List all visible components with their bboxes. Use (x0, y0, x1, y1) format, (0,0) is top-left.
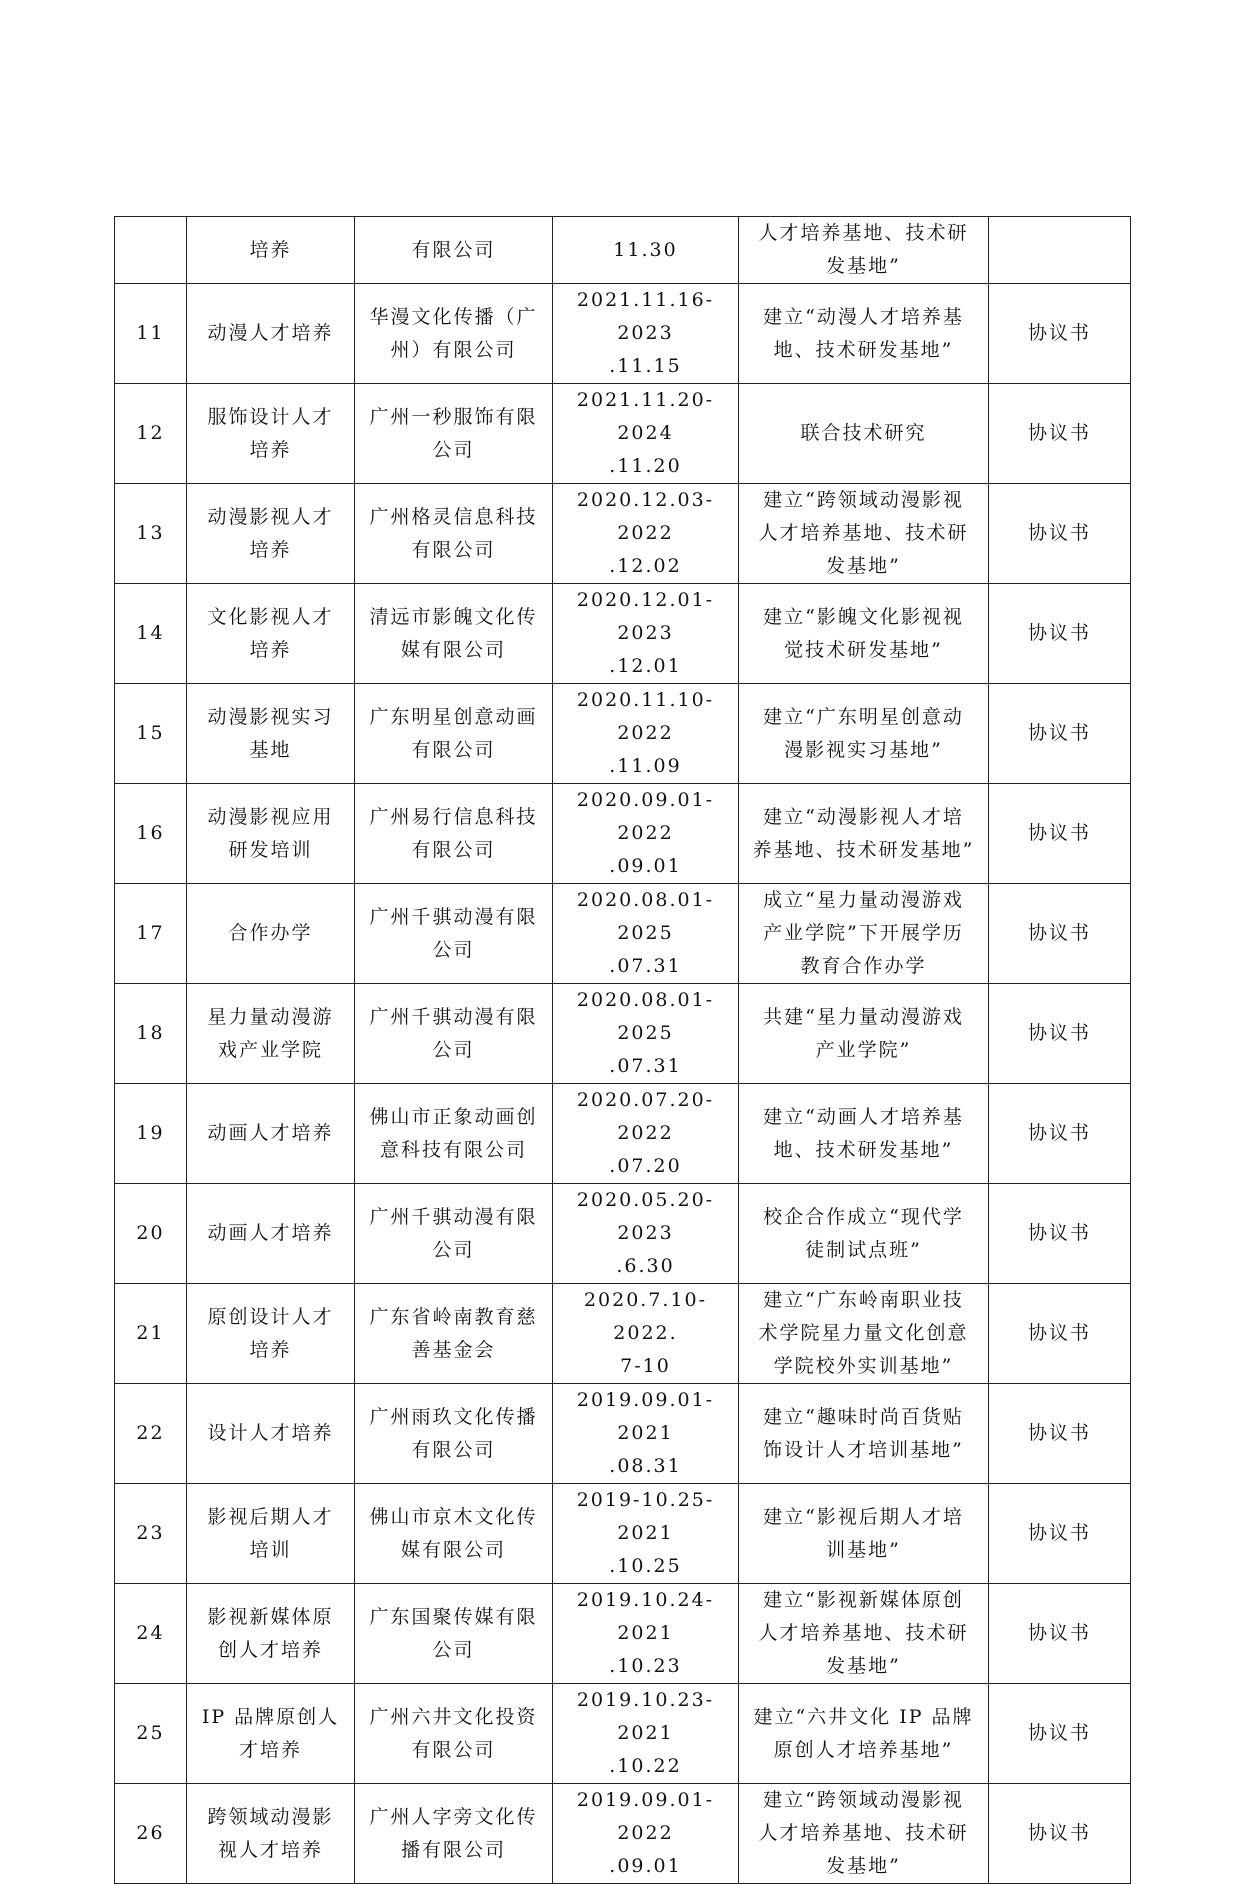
partner-company-cell-text: 广州一秒服饰有限 公司 (369, 405, 538, 461)
partner-company-cell (355, 1184, 553, 1284)
row-number-cell-text: 20 (136, 1222, 165, 1244)
row-number-cell-text: 19 (136, 1122, 165, 1144)
cooperation-period-cell-text: 2019.10.23-2021 .10.22 (576, 1689, 715, 1777)
agreement-form-cell (989, 1384, 1131, 1484)
row-number-cell (115, 1784, 187, 1884)
cooperation-content-cell (739, 1584, 989, 1684)
partner-company-cell (355, 584, 553, 684)
partner-company-cell (355, 784, 553, 884)
cooperation-content-cell (739, 1784, 989, 1884)
partner-company-cell (355, 1484, 553, 1584)
cooperation-period-cell (553, 1584, 739, 1684)
agreement-form-cell (989, 1184, 1131, 1284)
cooperation-content-cell-text: 建立“六井文化 IP 品牌 原创人才培养基地” (753, 1705, 974, 1761)
project-name-cell-text: 设计人才培养 (207, 1422, 334, 1444)
table-row (115, 1384, 1131, 1484)
project-name-cell-text: 动漫影视人才 培养 (207, 505, 334, 561)
table-row (115, 1584, 1131, 1684)
row-number-cell (115, 684, 187, 784)
cooperation-content-cell (739, 784, 989, 884)
cooperation-content-cell (739, 284, 989, 384)
row-number-cell-text: 18 (136, 1022, 165, 1044)
table-row (115, 784, 1131, 884)
partner-company-cell-text: 广东省岭南教育慈 善基金会 (369, 1305, 538, 1361)
row-number-cell (115, 1484, 187, 1584)
partner-company-cell-text: 清远市影魄文化传 媒有限公司 (369, 605, 538, 661)
table-row (115, 1784, 1131, 1884)
cooperation-period-cell (553, 684, 739, 784)
agreement-form-cell-text: 协议书 (1027, 1622, 1091, 1644)
row-number-cell-text: 22 (136, 1422, 165, 1444)
cooperation-content-cell (739, 1684, 989, 1784)
partner-company-cell-text: 广州六井文化投资 有限公司 (369, 1705, 538, 1761)
project-name-cell (187, 284, 355, 384)
table-row (115, 1684, 1131, 1784)
agreement-form-cell-text: 协议书 (1027, 522, 1091, 544)
cooperation-content-cell (739, 1484, 989, 1584)
cooperation-period-cell-text: 2020.08.01-2025 .07.31 (576, 889, 715, 977)
partner-company-cell (355, 984, 553, 1084)
agreement-form-cell (989, 1784, 1131, 1884)
agreement-form-cell-text: 协议书 (1027, 722, 1091, 744)
row-number-cell-text: 25 (136, 1722, 165, 1744)
row-number-cell-text: 17 (136, 922, 165, 944)
agreement-form-cell (989, 284, 1131, 384)
cooperation-period-cell-text: 2020.08.01-2025 .07.31 (576, 989, 715, 1077)
partner-company-cell-text: 有限公司 (411, 238, 496, 261)
cooperation-content-cell (739, 1284, 989, 1384)
project-name-cell (187, 984, 355, 1084)
project-name-cell-text: 服饰设计人才 培养 (207, 405, 334, 461)
agreement-form-cell (989, 584, 1131, 684)
project-name-cell (187, 1384, 355, 1484)
agreement-form-cell (989, 984, 1131, 1084)
cooperation-period-cell (553, 1784, 739, 1884)
project-name-cell-text: 动画人才培养 (207, 1222, 334, 1244)
cooperation-period-cell-text: 2021.11.20-2024 .11.20 (576, 389, 715, 477)
cooperation-period-cell (553, 1184, 739, 1284)
row-number-cell-text: 16 (136, 822, 165, 844)
partner-company-cell (355, 684, 553, 784)
table-row (115, 1484, 1131, 1584)
cooperation-content-cell (739, 1384, 989, 1484)
agreement-form-cell (989, 1084, 1131, 1184)
cooperation-period-cell (553, 1684, 739, 1784)
agreement-form-cell (989, 217, 1131, 284)
row-number-cell-text: 13 (136, 522, 165, 544)
cooperation-content-cell-text: 建立“动画人才培养基 地、技术研发基地” (763, 1105, 964, 1161)
cooperation-content-cell (739, 984, 989, 1084)
agreement-form-cell (989, 1484, 1131, 1584)
project-name-cell-text: 影视新媒体原 创人才培养 (207, 1605, 334, 1661)
project-name-cell (187, 1284, 355, 1384)
table-row (115, 284, 1131, 384)
table-row (115, 217, 1131, 284)
agreement-form-cell (989, 784, 1131, 884)
partner-company-cell-text: 佛山市正象动画创 意科技有限公司 (369, 1105, 538, 1161)
partner-company-cell (355, 284, 553, 384)
cooperation-content-cell (739, 217, 989, 284)
cooperation-content-cell-text: 建立“广东明星创意动 漫影视实习基地” (763, 705, 964, 761)
row-number-cell-text: 24 (136, 1622, 165, 1644)
agreement-form-cell-text: 协议书 (1027, 422, 1091, 444)
project-name-cell-text: 动漫影视应用 研发培训 (207, 805, 334, 861)
table-row (115, 684, 1131, 784)
cooperation-period-cell (553, 1384, 739, 1484)
partner-company-cell-text: 广州千骐动漫有限 公司 (369, 905, 538, 961)
project-name-cell-text: IP 品牌原创人 才培养 (201, 1705, 340, 1761)
cooperation-content-cell (739, 1084, 989, 1184)
project-name-cell-text: 动漫影视实习 基地 (207, 705, 334, 761)
table-row (115, 884, 1131, 984)
partner-company-cell (355, 1584, 553, 1684)
cooperation-content-cell-text: 建立“动漫人才培养基 地、技术研发基地” (763, 305, 964, 361)
row-number-cell (115, 284, 187, 384)
agreement-form-cell-text: 协议书 (1027, 1322, 1091, 1344)
project-name-cell-text: 影视后期人才 培训 (207, 1505, 334, 1561)
table-row (115, 1084, 1131, 1184)
agreement-form-cell-text: 协议书 (1027, 322, 1091, 344)
agreement-form-cell-text: 协议书 (1027, 1222, 1091, 1244)
project-name-cell-text: 动漫人才培养 (207, 322, 334, 344)
partner-company-cell-text: 广州易行信息科技 有限公司 (369, 805, 538, 861)
cooperation-period-cell-text: 2021.11.16-2023 .11.15 (576, 289, 715, 377)
cooperation-period-cell-text: 2020.05.20-2023 .6.30 (576, 1189, 715, 1277)
agreement-form-cell (989, 384, 1131, 484)
cooperation-period-cell (553, 884, 739, 984)
cooperation-period-cell-text: 2019-10.25-2021 .10.25 (576, 1489, 715, 1577)
partner-company-cell (355, 384, 553, 484)
project-name-cell (187, 384, 355, 484)
cooperation-period-cell-text: 2020.09.01-2022 .09.01 (576, 789, 715, 877)
agreement-form-cell-text: 协议书 (1027, 1522, 1091, 1544)
cooperation-content-cell-text: 建立“动漫影视人才培 养基地、技术研发基地” (752, 805, 975, 861)
row-number-cell (115, 1084, 187, 1184)
agreement-form-cell (989, 1584, 1131, 1684)
cooperation-period-cell-text: 2019.10.24-2021 .10.23 (576, 1589, 715, 1677)
agreement-form-cell-text: 协议书 (1027, 1122, 1091, 1144)
table-row (115, 384, 1131, 484)
cooperation-period-cell (553, 284, 739, 384)
row-number-cell-text: 21 (136, 1322, 165, 1344)
project-name-cell-text: 文化影视人才 培养 (207, 605, 334, 661)
row-number-cell (115, 984, 187, 1084)
cooperation-content-cell-text: 联合技术研究 (800, 422, 927, 444)
partner-company-cell (355, 484, 553, 584)
cooperation-content-cell-text: 建立“影视后期人才培 训基地” (763, 1505, 964, 1561)
cooperation-period-cell-text: 2020.11.10-2022 .11.09 (576, 689, 715, 777)
project-name-cell (187, 684, 355, 784)
cooperation-period-cell (553, 984, 739, 1084)
project-name-cell-text: 原创设计人才 培养 (207, 1305, 334, 1361)
project-name-cell (187, 217, 355, 284)
cooperation-content-cell-text: 建立“影视新媒体原创 人才培养基地、技术研 发基地” (758, 1589, 969, 1677)
cooperation-period-cell-text: 2019.09.01-2022 .09.01 (576, 1789, 715, 1877)
project-name-cell (187, 1784, 355, 1884)
row-number-cell (115, 1684, 187, 1784)
row-number-cell (115, 217, 187, 284)
cooperation-content-cell (739, 484, 989, 584)
agreement-form-cell (989, 1284, 1131, 1384)
cooperation-period-cell (553, 384, 739, 484)
partner-company-cell-text: 广州格灵信息科技 有限公司 (369, 505, 538, 561)
cooperation-period-cell (553, 217, 739, 284)
table-row (115, 484, 1131, 584)
row-number-cell (115, 484, 187, 584)
cooperation-period-cell-text: 2019.09.01-2021 .08.31 (576, 1389, 715, 1477)
table-body (115, 217, 1131, 1884)
cooperation-period-cell (553, 484, 739, 584)
project-name-cell (187, 1484, 355, 1584)
row-number-cell-text: 26 (136, 1822, 165, 1844)
cooperation-content-cell-text: 建立“影魄文化影视视 觉技术研发基地” (763, 605, 964, 661)
partner-company-cell (355, 884, 553, 984)
cooperation-content-cell-text: 建立“跨领域动漫影视 人才培养基地、技术研 发基地” (758, 1789, 969, 1877)
partner-company-cell-text: 广东国聚传媒有限 公司 (369, 1605, 538, 1661)
project-name-cell-text: 培养 (249, 238, 292, 261)
row-number-cell (115, 1184, 187, 1284)
partner-company-cell-text: 佛山市京木文化传 媒有限公司 (369, 1505, 538, 1561)
cooperation-period-cell (553, 1084, 739, 1184)
cooperation-content-cell-text: 建立“跨领域动漫影视 人才培养基地、技术研 发基地” (758, 489, 969, 577)
cooperation-period-cell-text: 2020.12.01-2023 .12.01 (576, 589, 715, 677)
project-name-cell (187, 484, 355, 584)
partner-company-cell (355, 1784, 553, 1884)
partner-company-cell (355, 1284, 553, 1384)
cooperation-content-cell (739, 684, 989, 784)
agreement-form-cell (989, 884, 1131, 984)
agreement-form-cell (989, 1684, 1131, 1784)
cooperation-period-cell (553, 1484, 739, 1584)
project-name-cell-text: 动画人才培养 (207, 1122, 334, 1144)
project-name-cell (187, 1584, 355, 1684)
row-number-cell (115, 1284, 187, 1384)
cooperation-period-cell (553, 1284, 739, 1384)
agreement-form-cell-text: 协议书 (1027, 1422, 1091, 1444)
project-name-cell-text: 星力量动漫游 戏产业学院 (207, 1005, 334, 1061)
row-number-cell (115, 884, 187, 984)
cooperation-content-cell-text: 校企合作成立“现代学 徒制试点班” (763, 1205, 964, 1261)
cooperation-period-cell (553, 784, 739, 884)
partner-company-cell-text: 广州千骐动漫有限 公司 (369, 1005, 538, 1061)
row-number-cell-text: 12 (136, 422, 165, 444)
cooperation-content-cell (739, 884, 989, 984)
project-name-cell (187, 884, 355, 984)
cooperation-content-cell (739, 1184, 989, 1284)
project-name-cell (187, 1084, 355, 1184)
row-number-cell (115, 384, 187, 484)
table-row (115, 1184, 1131, 1284)
table-row (115, 1284, 1131, 1384)
project-name-cell (187, 1184, 355, 1284)
agreement-form-cell-text: 协议书 (1027, 822, 1091, 844)
project-name-cell-text: 合作办学 (228, 922, 313, 944)
cooperation-period-cell-text: 2020.7.10-2022. 7-10 (583, 1289, 708, 1377)
cooperation-period-cell (553, 584, 739, 684)
cooperation-period-cell-text: 11.30 (613, 238, 678, 261)
partner-company-cell (355, 1384, 553, 1484)
cooperation-content-cell-text: 建立“趣味时尚百货贴 饰设计人才培训基地” (763, 1405, 964, 1461)
cooperation-content-cell-text: 建立“广东岭南职业技 术学院星力量文化创意 学院校外实训基地” (758, 1289, 969, 1377)
table-row (115, 584, 1131, 684)
project-name-cell (187, 584, 355, 684)
row-number-cell (115, 784, 187, 884)
partner-company-cell (355, 1684, 553, 1784)
row-number-cell-text: 23 (136, 1522, 165, 1544)
cooperation-content-cell-text: 成立“星力量动漫游戏 产业学院”下开展学历 教育合作办学 (763, 889, 964, 977)
agreement-form-cell-text: 协议书 (1027, 622, 1091, 644)
project-name-cell (187, 1684, 355, 1784)
table-row (115, 984, 1131, 1084)
partner-company-cell-text: 广州雨玖文化传播 有限公司 (369, 1405, 538, 1461)
cooperation-content-cell (739, 584, 989, 684)
project-name-cell (187, 784, 355, 884)
row-number-cell-text: 15 (136, 722, 165, 744)
agreement-form-cell (989, 684, 1131, 784)
partner-company-cell-text: 广东明星创意动画 有限公司 (369, 705, 538, 761)
agreements-table (114, 216, 1131, 1884)
partner-company-cell (355, 217, 553, 284)
agreement-form-cell-text: 协议书 (1027, 1722, 1091, 1744)
agreement-form-cell-text: 协议书 (1027, 922, 1091, 944)
partner-company-cell-text: 华漫文化传播（广 州）有限公司 (369, 305, 538, 361)
agreement-form-cell-text: 协议书 (1027, 1822, 1091, 1844)
agreement-form-cell-text: 协议书 (1027, 1022, 1091, 1044)
row-number-cell (115, 1584, 187, 1684)
row-number-cell (115, 584, 187, 684)
cooperation-content-cell-text: 共建“星力量动漫游戏 产业学院” (763, 1005, 964, 1061)
row-number-cell-text: 14 (136, 622, 165, 644)
cooperation-period-cell-text: 2020.07.20-2022 .07.20 (576, 1089, 715, 1177)
agreement-form-cell (989, 484, 1131, 584)
project-name-cell-text: 跨领域动漫影 视人才培养 (207, 1805, 334, 1861)
cooperation-content-cell (739, 384, 989, 484)
row-number-cell-text: 11 (136, 322, 165, 344)
partner-company-cell-text: 广州人字旁文化传 播有限公司 (369, 1805, 538, 1861)
partner-company-cell-text: 广州千骐动漫有限 公司 (369, 1205, 538, 1261)
partner-company-cell (355, 1084, 553, 1184)
row-number-cell (115, 1384, 187, 1484)
cooperation-content-cell-text: 人才培养基地、技术研 发基地” (758, 222, 969, 277)
cooperation-period-cell-text: 2020.12.03-2022 .12.02 (576, 489, 715, 577)
